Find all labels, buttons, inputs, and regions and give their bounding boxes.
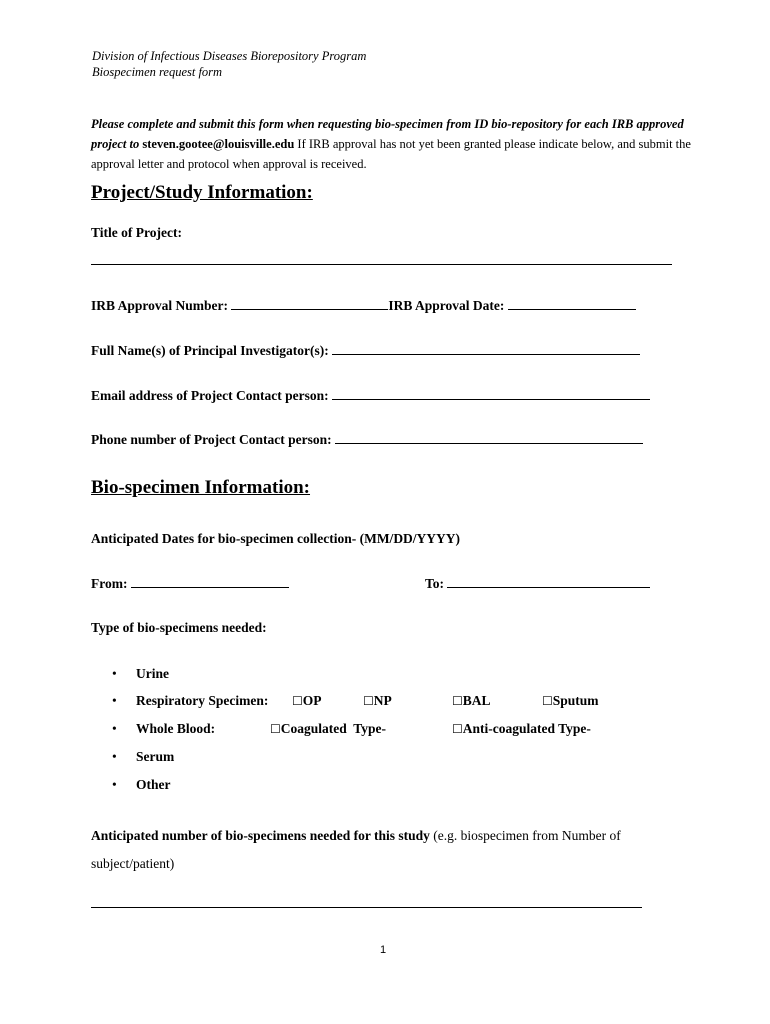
bullet-icon: • — [112, 693, 117, 708]
from-label: From: — [91, 576, 131, 591]
option-sputum-label: Sputum — [552, 693, 599, 708]
to-date-field[interactable] — [447, 575, 650, 588]
contact-email-label: Email address of Project Contact person: — [91, 388, 332, 403]
option-bal[interactable] — [452, 693, 491, 709]
checkbox-icon[interactable]: ☐ — [452, 722, 463, 736]
option-anticoagulated[interactable] — [452, 721, 591, 737]
urine-label: Urine — [136, 666, 169, 681]
from-row — [91, 575, 289, 592]
specimen-count-field[interactable] — [91, 907, 642, 908]
intro-paragraph — [91, 114, 691, 174]
bullet-icon: • — [112, 749, 117, 764]
option-coagulated-label: Coagulated Type- — [280, 721, 387, 736]
irb-number-field[interactable] — [231, 297, 388, 310]
specimen-types-label: Type of bio-specimens needed: — [91, 620, 267, 635]
option-bal-label: BAL — [462, 693, 491, 708]
option-np[interactable] — [363, 693, 392, 709]
title-of-project-label: Title of Project: — [91, 225, 182, 240]
pi-row — [91, 342, 640, 359]
title-of-project-field[interactable] — [91, 264, 672, 265]
irb-date-field[interactable] — [508, 297, 636, 310]
option-np-label: NP — [373, 693, 392, 708]
option-anticoagulated-label: Anti-coagulated Type- — [462, 721, 591, 736]
header-program: Division of Infectious Diseases Biorepository Program — [92, 49, 367, 63]
header-form-name: Biospecimen request form — [92, 65, 223, 79]
project-section-title: Project/Study Information: — [91, 182, 313, 203]
specimen-count-label — [91, 822, 681, 878]
checkbox-icon[interactable]: ☐ — [363, 694, 374, 708]
biospecimen-section-title: Bio-specimen Information: — [91, 477, 311, 498]
collection-dates-label: Anticipated Dates for bio-specimen collection- (MM/DD/YYYY) — [91, 531, 461, 546]
checkbox-icon[interactable]: ☐ — [542, 694, 553, 708]
intro-email: steven.gootee@louisville.edu — [142, 137, 295, 151]
from-date-field[interactable] — [131, 575, 289, 588]
checkbox-icon[interactable]: ☐ — [452, 694, 463, 708]
contact-email-field[interactable] — [332, 387, 650, 400]
irb-number-label: IRB Approval Number: — [91, 298, 232, 313]
pi-field[interactable] — [332, 342, 640, 355]
irb-row — [91, 297, 636, 314]
intro-note: If IRB approval has not yet been granted please indicate below, and submit the approval letter and protocol when approval is received. — [91, 137, 691, 171]
respiratory-label: Respiratory Specimen: — [136, 693, 269, 708]
bullet-icon: • — [112, 666, 117, 681]
option-coagulated[interactable] — [270, 721, 386, 737]
to-row — [425, 575, 650, 592]
specimen-count-label-bold: Anticipated number of bio-specimens needed for this study — [91, 828, 430, 843]
checkbox-icon[interactable]: ☐ — [292, 694, 303, 708]
checkbox-icon[interactable]: ☐ — [270, 722, 281, 736]
intro-instruction: Please complete and submit this form when requesting bio-specimen from ID bio-repository for each IRB approved project to — [91, 117, 684, 151]
bullet-icon: • — [112, 777, 117, 792]
bullet-icon: • — [112, 721, 117, 736]
contact-email-row — [91, 387, 650, 404]
page-number: 1 — [380, 944, 387, 956]
contact-phone-row — [91, 431, 643, 448]
option-op-label: OP — [302, 693, 322, 708]
irb-date-label: IRB Approval Date: — [388, 298, 508, 313]
to-label: To: — [425, 576, 448, 591]
serum-label: Serum — [136, 749, 175, 764]
contact-phone-field[interactable] — [335, 431, 643, 444]
other-label: Other — [136, 777, 171, 792]
pi-label: Full Name(s) of Principal Investigator(s): — [91, 343, 333, 358]
contact-phone-label: Phone number of Project Contact person: — [91, 432, 335, 447]
whole-blood-label: Whole Blood: — [136, 721, 216, 736]
option-sputum[interactable] — [542, 693, 599, 709]
option-op[interactable] — [292, 693, 322, 709]
specimen-count-label-note: (e.g. biospecimen from Number of subject/patient) — [91, 828, 621, 871]
